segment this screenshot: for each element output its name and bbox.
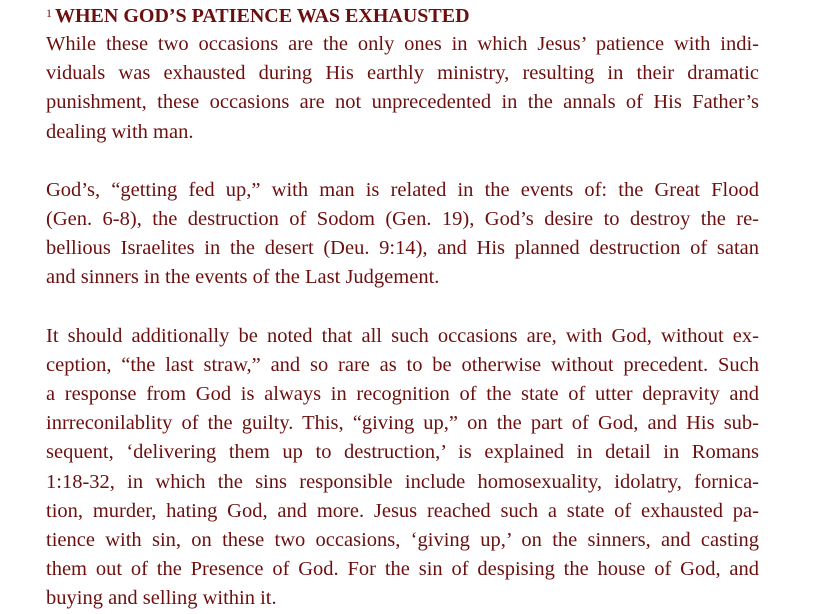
document-page bbox=[46, 3, 759, 614]
paragraph-line: buying and selling within it. bbox=[46, 587, 277, 610]
footnote-heading bbox=[46, 3, 759, 30]
paragraph-line: them out of the Presence of God. For the sin of despising the house of God, and bbox=[46, 558, 759, 581]
paragraph-line: inrreconilablity of the guilty. This, “giving up,” on the part of God, and His sub- bbox=[46, 412, 759, 435]
paragraph-3 bbox=[46, 322, 759, 614]
paragraph-line: viduals was exhausted during His earthly ministry, resulting in their dramatic bbox=[46, 62, 759, 85]
paragraph-line: God’s, “getting fed up,” with man is related in the events of: the Great Flood bbox=[46, 178, 759, 201]
paragraph-line: ception, “the last straw,” and so rare as to be otherwise without precedent. Such bbox=[46, 353, 759, 376]
paragraph-line: dealing with man. bbox=[46, 120, 194, 143]
paragraph-line: punishment, these occasions are not unprecedented in the annals of His Father’s bbox=[46, 91, 759, 114]
paragraph-line: tion, murder, hating God, and more. Jesus reached such a state of exhausted pa- bbox=[46, 499, 759, 522]
footnote-title: WHEN GOD’S PATIENCE WAS EXHAUSTED bbox=[55, 5, 470, 27]
paragraph-line: a response from God is always in recognition of the state of utter depravity and bbox=[46, 383, 759, 406]
paragraph-line: tience with sin, on these two occasions, ‘giving up,’ on the sinners, and casting bbox=[46, 529, 759, 552]
paragraph-1 bbox=[46, 30, 759, 147]
paragraph-line: It should additionally be noted that all such occasions are, with God, without ex- bbox=[46, 324, 759, 347]
paragraph-line: While these two occasions are the only ones in which Jesus’ patience with indi- bbox=[46, 33, 759, 55]
paragraph-line: 1:18-32, in which the sins responsible include homosexuality, idolatry, fornica- bbox=[46, 470, 759, 493]
paragraph-line: and sinners in the events of the Last Judgement. bbox=[46, 266, 440, 289]
footnote-number: 1 bbox=[46, 6, 52, 20]
paragraph-line: (Gen. 6-8), the destruction of Sodom (Gen. 19), God’s desire to destroy the re- bbox=[46, 208, 759, 231]
paragraph-line: sequent, ‘delivering them up to destruction,’ is explained in detail in Romans bbox=[46, 441, 759, 464]
paragraph-line: bellious Israelites in the desert (Deu. 9:14), and His planned destruction of satan bbox=[46, 237, 759, 260]
paragraph-2 bbox=[46, 176, 759, 293]
